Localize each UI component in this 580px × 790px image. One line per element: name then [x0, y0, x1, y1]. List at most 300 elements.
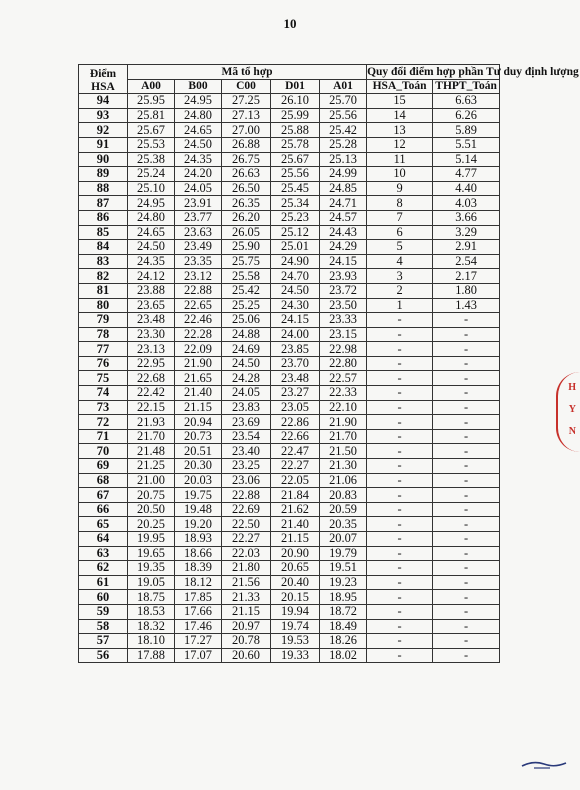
table-cell: 24.65	[128, 225, 175, 240]
table-cell: 22.10	[320, 400, 367, 415]
table-cell: 25.67	[271, 152, 320, 167]
stamp-letter: H	[568, 382, 576, 393]
table-cell: 25.38	[128, 152, 175, 167]
table-cell: 25.24	[128, 167, 175, 182]
table-cell: 4	[367, 254, 433, 269]
table-cell: 19.79	[320, 546, 367, 561]
table-cell: -	[433, 488, 500, 503]
header-group-title: Mã tổ hợp	[128, 65, 367, 80]
hsa-score-cell: 56	[79, 648, 128, 663]
table-cell: -	[433, 546, 500, 561]
table-cell: 25.70	[320, 94, 367, 109]
table-row	[79, 181, 500, 196]
table-cell: 24.05	[175, 181, 222, 196]
table-cell: -	[367, 619, 433, 634]
table-cell: 22.47	[271, 444, 320, 459]
table-row	[79, 167, 500, 182]
table-cell: -	[367, 444, 433, 459]
header-diem: Điểm	[89, 68, 117, 81]
table-cell: 23.83	[222, 400, 271, 415]
table-row	[79, 108, 500, 123]
table-row	[79, 400, 500, 415]
table-cell: 4.03	[433, 196, 500, 211]
table-cell: -	[433, 415, 500, 430]
hsa-score-cell: 92	[79, 123, 128, 138]
hsa-score-cell: 70	[79, 444, 128, 459]
hsa-score-cell: 60	[79, 590, 128, 605]
table-cell: 24.29	[320, 240, 367, 255]
column-header: A00	[128, 79, 175, 94]
column-header: D01	[271, 79, 320, 94]
table-row	[79, 590, 500, 605]
table-cell: 3.66	[433, 210, 500, 225]
table-cell: 6.26	[433, 108, 500, 123]
table-cell: 25.56	[271, 167, 320, 182]
table-cell: 21.80	[222, 561, 271, 576]
table-cell: 18.53	[128, 604, 175, 619]
table-cell: 23.69	[222, 415, 271, 430]
table-cell: 20.40	[271, 575, 320, 590]
table-cell: 24.30	[271, 298, 320, 313]
table-cell: 20.30	[175, 459, 222, 474]
table-cell: 25.58	[222, 269, 271, 284]
table-cell: 17.85	[175, 590, 222, 605]
table-cell: 3.29	[433, 225, 500, 240]
table-cell: 24.00	[271, 327, 320, 342]
table-row	[79, 648, 500, 663]
table-cell: 23.63	[175, 225, 222, 240]
table-cell: -	[367, 517, 433, 532]
table-cell: 21.65	[175, 371, 222, 386]
table-cell: 26.75	[222, 152, 271, 167]
table-cell: 22.88	[175, 283, 222, 298]
table-cell: 22.50	[222, 517, 271, 532]
table-cell: 22.69	[222, 502, 271, 517]
table-cell: 25.78	[271, 137, 320, 152]
table-cell: 22.03	[222, 546, 271, 561]
table-cell: -	[367, 400, 433, 415]
table-cell: 23.06	[222, 473, 271, 488]
hsa-score-cell: 69	[79, 459, 128, 474]
table-cell: 22.15	[128, 400, 175, 415]
table-cell: -	[433, 604, 500, 619]
signature-mark	[520, 758, 568, 772]
table-cell: -	[433, 532, 500, 547]
hsa-score-cell: 71	[79, 429, 128, 444]
hsa-score-cell: 83	[79, 254, 128, 269]
table-cell: -	[433, 313, 500, 328]
table-row	[79, 298, 500, 313]
table-row	[79, 313, 500, 328]
table-cell: 23.72	[320, 283, 367, 298]
table-cell: 25.12	[271, 225, 320, 240]
hsa-score-cell: 67	[79, 488, 128, 503]
table-cell: 18.93	[175, 532, 222, 547]
table-cell: 7	[367, 210, 433, 225]
table-cell: 20.25	[128, 517, 175, 532]
table-cell: 21.90	[175, 356, 222, 371]
table-cell: 25.13	[320, 152, 367, 167]
table-cell: 21.70	[128, 429, 175, 444]
table-cell: 5.51	[433, 137, 500, 152]
table-cell: 22.42	[128, 386, 175, 401]
page-number: 10	[283, 16, 297, 31]
table-cell: 21.70	[320, 429, 367, 444]
table-cell: -	[433, 634, 500, 649]
column-header: A01	[320, 79, 367, 94]
table-cell: 19.65	[128, 546, 175, 561]
table-cell: 25.25	[222, 298, 271, 313]
table-cell: 21.56	[222, 575, 271, 590]
table-cell: 20.60	[222, 648, 271, 663]
table-cell: 22.33	[320, 386, 367, 401]
table-cell: -	[367, 386, 433, 401]
stamp-letter: Y	[568, 404, 576, 415]
hsa-score-cell: 76	[79, 356, 128, 371]
table-cell: 24.05	[222, 386, 271, 401]
table-cell: 20.75	[128, 488, 175, 503]
table-cell: 22.80	[320, 356, 367, 371]
table-row	[79, 137, 500, 152]
table-row	[79, 283, 500, 298]
table-cell: 19.95	[128, 532, 175, 547]
table-cell: 23.05	[271, 400, 320, 415]
table-cell: 20.35	[320, 517, 367, 532]
table-cell: 2.91	[433, 240, 500, 255]
hsa-score-cell: 68	[79, 473, 128, 488]
table-cell: 24.50	[222, 356, 271, 371]
table-cell: 17.27	[175, 634, 222, 649]
table-cell: 23.35	[175, 254, 222, 269]
hsa-score-cell: 78	[79, 327, 128, 342]
table-cell: 22.27	[271, 459, 320, 474]
table-cell: -	[433, 648, 500, 663]
table-cell: 6.63	[433, 94, 500, 109]
table-cell: -	[367, 459, 433, 474]
table-cell: -	[367, 429, 433, 444]
table-cell: 24.90	[271, 254, 320, 269]
table-cell: -	[367, 561, 433, 576]
table-cell: -	[433, 502, 500, 517]
table-cell: -	[367, 488, 433, 503]
table-cell: 27.00	[222, 123, 271, 138]
table-cell: 23.33	[320, 313, 367, 328]
table-cell: 17.88	[128, 648, 175, 663]
table-cell: 22.66	[271, 429, 320, 444]
table-cell: 12	[367, 137, 433, 152]
column-header: C00	[222, 79, 271, 94]
table-row	[79, 546, 500, 561]
table-row	[79, 254, 500, 269]
table-cell: -	[367, 648, 433, 663]
table-cell: 19.05	[128, 575, 175, 590]
table-row	[79, 327, 500, 342]
table-row	[79, 210, 500, 225]
table-cell: 26.05	[222, 225, 271, 240]
table-row	[79, 619, 500, 634]
table-cell: 23.54	[222, 429, 271, 444]
table-cell: 25.99	[271, 108, 320, 123]
table-cell: -	[367, 502, 433, 517]
table-cell: 24.80	[128, 210, 175, 225]
table-cell: 25.88	[271, 123, 320, 138]
table-cell: -	[433, 429, 500, 444]
hsa-score-cell: 80	[79, 298, 128, 313]
table-cell: -	[367, 356, 433, 371]
table-cell: 23.40	[222, 444, 271, 459]
table-cell: 21.40	[175, 386, 222, 401]
table-cell: 26.88	[222, 137, 271, 152]
table-cell: 27.13	[222, 108, 271, 123]
table-cell: 25.95	[128, 94, 175, 109]
table-cell: 22.05	[271, 473, 320, 488]
table-cell: 24.95	[175, 94, 222, 109]
table-cell: -	[367, 546, 433, 561]
table-row	[79, 123, 500, 138]
table-cell: 2.17	[433, 269, 500, 284]
table-cell: 24.50	[271, 283, 320, 298]
table-cell: 20.07	[320, 532, 367, 547]
table-cell: 6	[367, 225, 433, 240]
table-row	[79, 502, 500, 517]
table-cell: 20.73	[175, 429, 222, 444]
table-cell: 25.42	[320, 123, 367, 138]
table-cell: 20.97	[222, 619, 271, 634]
table-cell: 23.77	[175, 210, 222, 225]
table-cell: 21.06	[320, 473, 367, 488]
table-cell: 24.20	[175, 167, 222, 182]
table-row	[79, 634, 500, 649]
hsa-score-cell: 90	[79, 152, 128, 167]
table-cell: 23.27	[271, 386, 320, 401]
table-cell: 21.15	[271, 532, 320, 547]
table-cell: 25.45	[271, 181, 320, 196]
table-cell: 25.81	[128, 108, 175, 123]
hsa-score-cell: 91	[79, 137, 128, 152]
table-cell: 24.15	[320, 254, 367, 269]
table-row	[79, 269, 500, 284]
table-cell: 25.90	[222, 240, 271, 255]
column-header: HSA_Toán	[367, 79, 433, 94]
table-cell: -	[433, 619, 500, 634]
table-cell: 18.26	[320, 634, 367, 649]
table-cell: 20.03	[175, 473, 222, 488]
table-cell: 21.93	[128, 415, 175, 430]
table-row	[79, 371, 500, 386]
table-cell: 19.33	[271, 648, 320, 663]
table-cell: 23.85	[271, 342, 320, 357]
hsa-score-cell: 81	[79, 283, 128, 298]
table-cell: 23.49	[175, 240, 222, 255]
table-cell: 21.50	[320, 444, 367, 459]
table-cell: 26.35	[222, 196, 271, 211]
hsa-score-cell: 94	[79, 94, 128, 109]
table-cell: 8	[367, 196, 433, 211]
table-cell: 24.71	[320, 196, 367, 211]
table-cell: -	[433, 342, 500, 357]
table-cell: -	[433, 386, 500, 401]
table-row	[79, 488, 500, 503]
table-row	[79, 94, 500, 109]
hsa-score-cell: 88	[79, 181, 128, 196]
table-cell: 27.25	[222, 94, 271, 109]
hsa-score-cell: 87	[79, 196, 128, 211]
table-cell: 20.83	[320, 488, 367, 503]
table-cell: 25.06	[222, 313, 271, 328]
table-cell: 1.43	[433, 298, 500, 313]
hsa-score-cell: 62	[79, 561, 128, 576]
table-row	[79, 152, 500, 167]
table-cell: 23.48	[128, 313, 175, 328]
table-row	[79, 240, 500, 255]
table-cell: 24.99	[320, 167, 367, 182]
table-cell: 20.78	[222, 634, 271, 649]
hsa-score-cell: 66	[79, 502, 128, 517]
table-cell: 24.85	[320, 181, 367, 196]
table-row	[79, 473, 500, 488]
table-cell: 20.90	[271, 546, 320, 561]
table-cell: 24.69	[222, 342, 271, 357]
table-cell: -	[433, 459, 500, 474]
table-cell: -	[433, 517, 500, 532]
table-cell: 19.48	[175, 502, 222, 517]
table-cell: 21.00	[128, 473, 175, 488]
table-cell: 23.48	[271, 371, 320, 386]
table-cell: 22.88	[222, 488, 271, 503]
table-cell: 24.35	[128, 254, 175, 269]
table-cell: 24.28	[222, 371, 271, 386]
table-cell: 2	[367, 283, 433, 298]
table-cell: 26.10	[271, 94, 320, 109]
table-cell: 20.59	[320, 502, 367, 517]
table-row	[79, 444, 500, 459]
hsa-score-cell: 72	[79, 415, 128, 430]
table-cell: 18.66	[175, 546, 222, 561]
table-row	[79, 415, 500, 430]
table-cell: 18.39	[175, 561, 222, 576]
score-conversion-table	[78, 64, 579, 663]
table-cell: 20.65	[271, 561, 320, 576]
table-row	[79, 575, 500, 590]
table-cell: 24.12	[128, 269, 175, 284]
table-cell: 2.54	[433, 254, 500, 269]
table-cell: 25.53	[128, 137, 175, 152]
table-cell: -	[433, 356, 500, 371]
hsa-score-cell: 84	[79, 240, 128, 255]
table-cell: 25.42	[222, 283, 271, 298]
table-cell: 24.70	[271, 269, 320, 284]
table-cell: 21.15	[175, 400, 222, 415]
table-cell: 17.46	[175, 619, 222, 634]
table-cell: 23.88	[128, 283, 175, 298]
table-cell: -	[367, 590, 433, 605]
table-cell: 25.01	[271, 240, 320, 255]
hsa-score-cell: 61	[79, 575, 128, 590]
hsa-score-cell: 89	[79, 167, 128, 182]
table-body	[79, 94, 500, 663]
hsa-score-cell: 58	[79, 619, 128, 634]
table-cell: 3	[367, 269, 433, 284]
table-cell: 22.65	[175, 298, 222, 313]
table-cell: 21.90	[320, 415, 367, 430]
table-cell: 18.12	[175, 575, 222, 590]
table-cell: 19.35	[128, 561, 175, 576]
table-cell: -	[367, 371, 433, 386]
table-cell: 15	[367, 94, 433, 109]
hsa-score-cell: 73	[79, 400, 128, 415]
table-cell: 17.66	[175, 604, 222, 619]
table-cell: -	[433, 327, 500, 342]
table-cell: -	[433, 473, 500, 488]
table-cell: 26.50	[222, 181, 271, 196]
table-cell: 23.13	[128, 342, 175, 357]
table-cell: 24.95	[128, 196, 175, 211]
table-cell: 5	[367, 240, 433, 255]
table-row	[79, 459, 500, 474]
table-cell: 21.33	[222, 590, 271, 605]
table-cell: 21.15	[222, 604, 271, 619]
table-cell: 20.15	[271, 590, 320, 605]
table-cell: -	[433, 575, 500, 590]
header-hsa: HSA	[91, 80, 115, 93]
table-cell: 21.30	[320, 459, 367, 474]
hsa-score-cell: 86	[79, 210, 128, 225]
table-cell: 19.23	[320, 575, 367, 590]
table-cell: 13	[367, 123, 433, 138]
table-cell: 23.65	[128, 298, 175, 313]
table-cell: 26.63	[222, 167, 271, 182]
table-cell: -	[367, 473, 433, 488]
hsa-score-cell: 59	[79, 604, 128, 619]
table-cell: 10	[367, 167, 433, 182]
hsa-score-cell: 79	[79, 313, 128, 328]
table-cell: -	[367, 532, 433, 547]
hsa-score-cell: 63	[79, 546, 128, 561]
table-cell: 11	[367, 152, 433, 167]
hsa-score-cell: 82	[79, 269, 128, 284]
table-cell: 5.14	[433, 152, 500, 167]
table-cell: 26.20	[222, 210, 271, 225]
table-cell: 22.27	[222, 532, 271, 547]
table-cell: -	[367, 342, 433, 357]
table-cell: 18.49	[320, 619, 367, 634]
table-cell: 22.57	[320, 371, 367, 386]
table-row	[79, 225, 500, 240]
table-cell: 22.86	[271, 415, 320, 430]
table-cell: 18.95	[320, 590, 367, 605]
hsa-score-cell: 77	[79, 342, 128, 357]
table-cell: 25.34	[271, 196, 320, 211]
table-cell: 18.72	[320, 604, 367, 619]
table-row	[79, 561, 500, 576]
table-cell: 19.74	[271, 619, 320, 634]
table-cell: 17.07	[175, 648, 222, 663]
table-cell: 19.75	[175, 488, 222, 503]
table-cell: -	[367, 634, 433, 649]
table-cell: 25.56	[320, 108, 367, 123]
table-cell: 4.77	[433, 167, 500, 182]
table-cell: 25.28	[320, 137, 367, 152]
table-cell: 22.28	[175, 327, 222, 342]
table-cell: 23.25	[222, 459, 271, 474]
table-cell: 25.23	[271, 210, 320, 225]
hsa-score-cell: 65	[79, 517, 128, 532]
table-cell: 23.50	[320, 298, 367, 313]
table-row	[79, 604, 500, 619]
table-cell: 22.09	[175, 342, 222, 357]
hsa-score-cell: 85	[79, 225, 128, 240]
table-cell: -	[367, 415, 433, 430]
